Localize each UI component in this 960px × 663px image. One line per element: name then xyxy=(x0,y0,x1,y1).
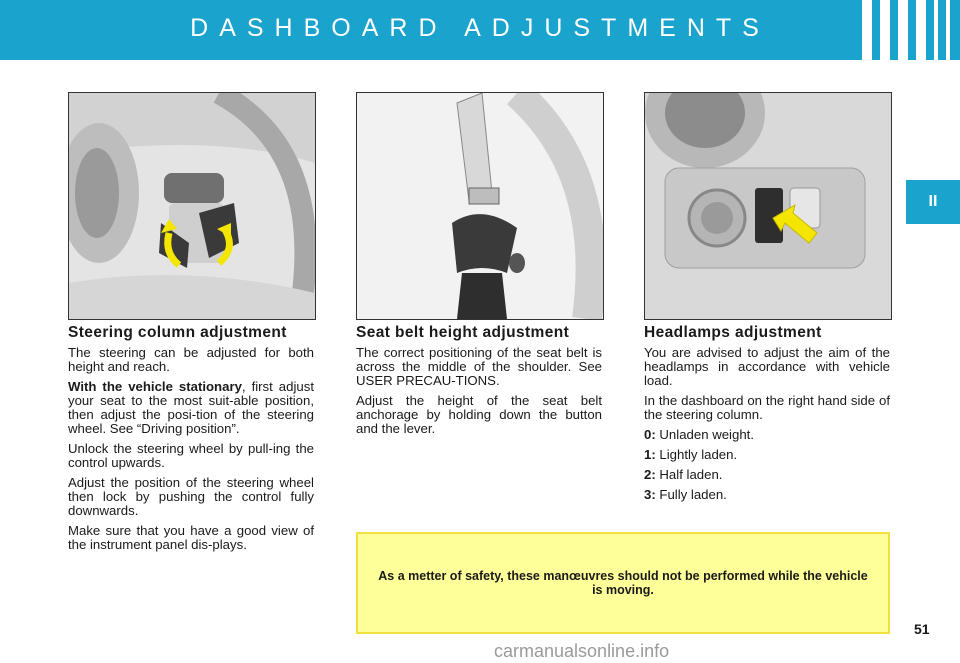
header-stripe xyxy=(898,0,908,60)
load-setting-text: Lightly laden. xyxy=(659,447,738,462)
safety-warning-box xyxy=(356,532,890,634)
steering-column-heading: Steering column adjustment xyxy=(68,324,287,341)
headlamps-drawing xyxy=(645,93,891,319)
header-stripe xyxy=(916,0,926,60)
load-setting-key: 2: xyxy=(644,467,656,482)
steering-paragraph xyxy=(68,380,314,436)
load-setting-key: 1: xyxy=(644,447,656,462)
load-setting-item xyxy=(644,468,890,482)
load-setting-text: Unladen weight. xyxy=(659,427,754,442)
load-setting-item xyxy=(644,488,890,502)
header-stripe xyxy=(862,0,872,60)
steering-stationary-bold: With the vehicle stationary xyxy=(68,379,242,394)
steering-column-section xyxy=(68,326,314,558)
steering-paragraph: Adjust the position of the steering wheel then lock by pushing the control fully downwards. xyxy=(68,475,314,518)
load-setting-item xyxy=(644,448,890,462)
steering-paragraph: Make sure that you have a good view of the instrument panel dis-plays. xyxy=(68,523,314,552)
page-title: DASHBOARD ADJUSTMENTS xyxy=(190,14,770,42)
page-number: 51 xyxy=(914,621,930,637)
load-setting-key: 3: xyxy=(644,487,656,502)
chapter-tab: II xyxy=(906,180,960,224)
load-setting-text: Fully laden. xyxy=(659,487,727,502)
headlamps-section xyxy=(644,326,890,508)
seat-belt-heading: Seat belt height adjustment xyxy=(356,324,570,341)
header-stripes xyxy=(862,0,950,60)
page-header xyxy=(0,0,960,60)
seat-belt-section xyxy=(356,326,602,442)
steering-paragraph: Unlock the steering wheel by pull-ing the control upwards. xyxy=(68,441,314,470)
seat-belt-paragraph: The correct positioning of the seat belt is across the middle of the shoulder. See USER PRECAU-TIONS. xyxy=(356,345,602,388)
load-setting-key: 0: xyxy=(644,427,656,442)
seat-belt-drawing xyxy=(357,93,603,319)
seat-belt-illustration xyxy=(356,92,604,320)
steering-column-drawing xyxy=(69,93,315,319)
safety-warning-text: As a metter of safety, these manœuvres should not be performed while the vehicle is moving. xyxy=(378,569,868,597)
header-stripe xyxy=(934,0,938,60)
seat-belt-paragraph: Adjust the height of the seat belt anchorage by holding down the button and the lever. xyxy=(356,393,602,436)
watermark: carmanualsonline.info xyxy=(494,641,670,661)
steering-column-illustration xyxy=(68,92,316,320)
headlamps-illustration xyxy=(644,92,892,320)
header-stripe xyxy=(946,0,950,60)
headlamps-paragraph: You are advised to adjust the aim of the headlamps in accordance with vehicle load. xyxy=(644,345,890,388)
load-setting-text: Half laden. xyxy=(659,467,723,482)
steering-paragraph: The steering can be adjusted for both height and reach. xyxy=(68,345,314,374)
header-stripe xyxy=(880,0,890,60)
steering-paragraph-rest: , first adjust your seat to the most suit-able position, then adjust the posi-tion of the steering wheel. See “Driving position”. xyxy=(68,379,314,436)
headlamps-paragraph: In the dashboard on the right hand side of the steering column. xyxy=(644,393,890,422)
load-setting-item xyxy=(644,428,890,442)
headlamps-heading: Headlamps adjustment xyxy=(644,324,822,341)
